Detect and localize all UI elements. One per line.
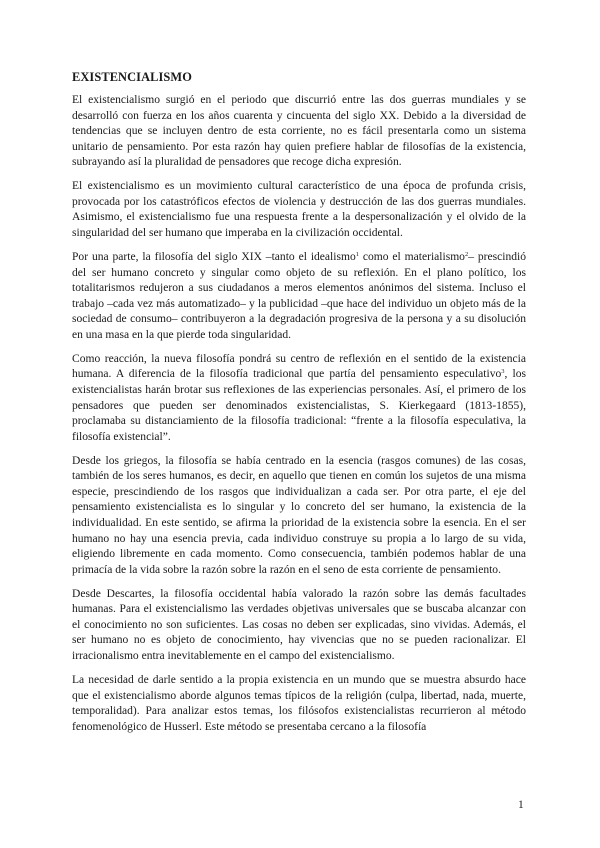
paragraph-text: – prescindió del ser humano concreto y singular como objeto de su reflexión. En el plano político, los totalitarismos redujeron a sus ciudadanos a meros elementos anónimos del sistema. Incluso el trabajo –cada vez más automatizado– y la publicidad –que hace del individuo un objeto más de la sociedad de consumo– contribuyeron a la degradación progresiva de la persona y a su disolución en una masa en la que pierde toda singularidad. — [72, 250, 526, 341]
paragraph — [72, 673, 526, 735]
footnote-ref[interactable]: 1 — [355, 250, 359, 258]
paragraph — [72, 454, 526, 579]
page-number: 1 — [518, 799, 524, 811]
footnote-ref[interactable]: 3 — [501, 368, 505, 376]
paragraph-text: Desde los griegos, la filosofía se había centrado en la esencia (rasgos comunes) de las cosas, también de los seres humanos, es decir, en aquello que tienen en común los sujetos de una misma especie, prescindiendo de los rasgos que individualizan a cada ser. Por otra parte, el eje del pensamiento existencialista es lo singular y lo concreto del ser humano, la existencia de la individualidad. En este sentido, se afirma la prioridad de la existencia sobre la esencia. En el ser humano no hay una esencia previa, cada individuo construye su propia a lo largo de su vida, eligiendo libremente en cada momento. Como consecuencia, también podemos hablar de una primacía de la vida sobre la razón sobre la razón en el seno de esta corriente de pensamiento. — [72, 454, 526, 576]
body-text — [72, 93, 526, 735]
paragraph-text: Desde Descartes, la filosofía occidental había valorado la razón sobre las demás facultades humanas. Para el existencialismo las verdades objetivas universales que se buscaba alcanzar con el conocimiento no son suficientes. Las cosas no deben ser explicadas, sino vividas. Además, el ser humano no es objeto de conocimiento, hay vivencias que no se pueden racionalizar. El irracionalismo entra inevitablemente en el campo del existencialismo. — [72, 587, 526, 663]
paragraph-text: Por una parte, la filosofía del siglo XIX –tanto el idealismo — [72, 250, 356, 263]
paragraph — [72, 587, 526, 665]
paragraph — [72, 93, 526, 171]
paragraph-text: , los existencialistas harán brotar sus reflexiones de las experiencias personales. Así, el primero de los pensadores que pueden ser denominados existencialistas, S. Kierkegaard (1813-1855), proclamaba su distanciamiento de la filosofía tradicional: “frente a la filosofía especulativa, la filosofía existencial”. — [72, 368, 527, 443]
paragraph — [72, 179, 526, 241]
paragraph-text: Como reacción, la nueva filosofía pondrá su centro de reflexión en el sentido de la existencia humana. A diferencia de la filosofía tradicional que partía del pensamiento especulativo — [72, 352, 526, 381]
document-page — [72, 70, 526, 744]
document-title: EXISTENCIALISMO — [72, 70, 192, 84]
paragraph-text: El existencialismo es un movimiento cultural característico de una época de profunda crisis, provocada por los catastróficos efectos de violencia y destrucción de las dos guerras mundiales. Asimismo, el existencialismo fue una respuesta frente a la despersonalización y el olvido de la singularidad del ser humano que imperaba en la civilización occidental. — [72, 180, 526, 240]
paragraph-text: La necesidad de darle sentido a la propia existencia en un mundo que se muestra absurdo hace que el existencialismo aborde algunos temas típicos de la religión (culpa, libertad, nada, muerte, temporalidad). Para analizar estos temas, los filósofos existencialistas recurrieron al método fenomenológico de Husserl. Este método se presentaba cercano a la filosofía — [72, 673, 526, 733]
footnote-ref[interactable]: 2 — [464, 250, 469, 258]
paragraph — [72, 250, 526, 344]
paragraph-text: El existencialismo surgió en el periodo que discurrió entre las dos guerras mundiales y se desarrolló con fuerza en los años cuarenta y cincuenta del siglo XX. Debido a la diversidad de tendencias que se incluyen dentro de esta corriente, no es fácil presentarla como un sistema unitario de pensamiento. Por esta razón hay quien prefiere hablar de filosofías de la existencia, subrayando así la pluralidad de pensadores que recoge dicha expresión. — [72, 94, 526, 169]
paragraph — [72, 352, 526, 446]
paragraph-text: como el materialismo — [358, 250, 465, 263]
